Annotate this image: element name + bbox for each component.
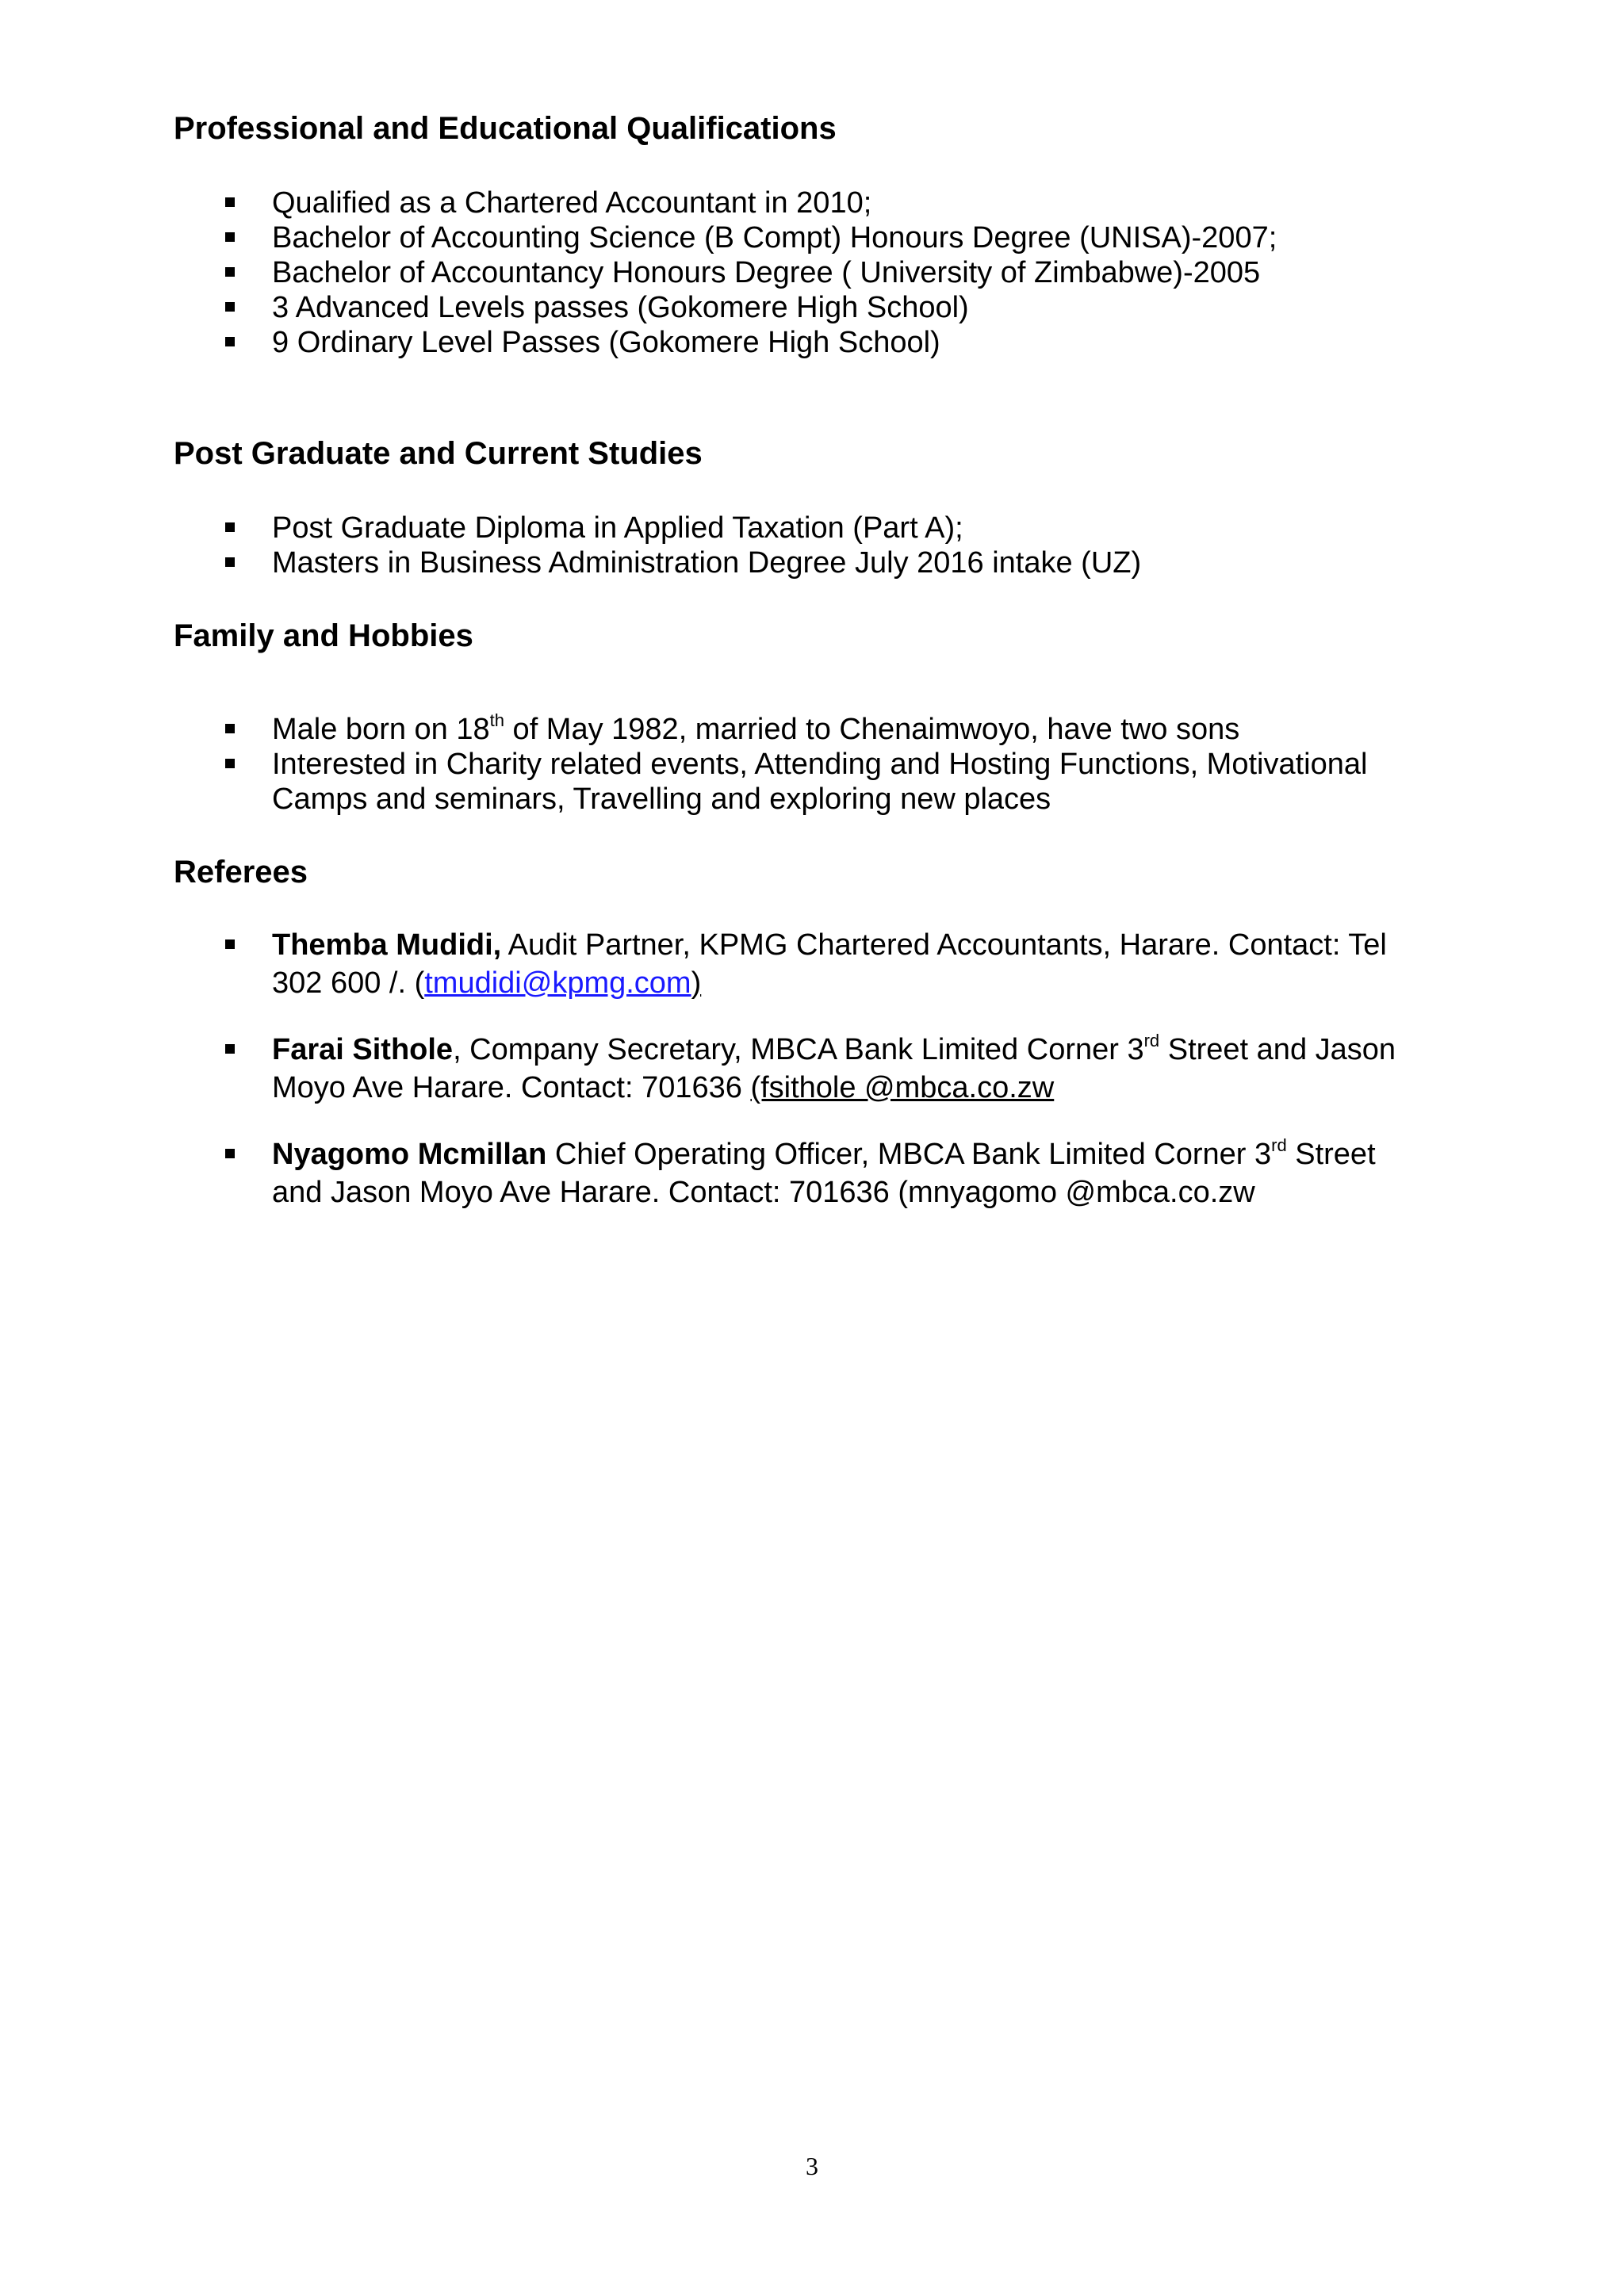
list-item: Qualified as a Chartered Accountant in 2010; — [0, 186, 1277, 220]
referee-3 — [0, 1135, 1376, 1211]
list-item: Nyagomo Mcmillan Chief Operating Officer, MBCA Bank Limited Corner 3rd Street and Jason Moyo Ave Harare. Contact: 701636 (mnyagomo @mbca.co.zw — [0, 1135, 1376, 1211]
bullet-icon — [225, 1149, 235, 1158]
referee-2 — [0, 1031, 1396, 1107]
bullet-icon — [225, 557, 235, 567]
referee-name: Nyagomo Mcmillan — [272, 1138, 547, 1171]
list-item: Masters in Business Administration Degree July 2016 intake (UZ) — [0, 545, 1141, 580]
referee-1 — [0, 926, 1387, 1002]
bullet-icon — [225, 759, 235, 768]
family-heading: Family and Hobbies — [174, 618, 473, 653]
referee-name: Farai Sithole — [272, 1033, 454, 1066]
bullet-icon — [225, 724, 235, 733]
referees-heading: Referees — [174, 855, 308, 890]
list-item: Farai Sithole, Company Secretary, MBCA Bank Limited Corner 3rd Street and Jason Moyo Ave Harare. Contact: 701636 (fsithole @mbca.co.zw — [0, 1031, 1396, 1107]
list-item: Male born on 18th of May 1982, married to Chenaimwoyo, have two sons — [0, 712, 1367, 747]
bullet-icon — [225, 267, 235, 277]
referee-name: Themba Mudidi, — [272, 928, 502, 962]
bullet-icon — [225, 939, 235, 949]
bullet-icon — [225, 522, 235, 532]
bullet-icon — [225, 1044, 235, 1054]
bullet-icon — [225, 302, 235, 312]
email-link[interactable]: tmudidi@kpmg.com — [424, 966, 691, 1000]
bullet-icon — [225, 337, 235, 346]
list-item: 9 Ordinary Level Passes (Gokomere High School) — [0, 325, 1277, 360]
family-list — [0, 712, 1367, 817]
list-item: Bachelor of Accountancy Honours Degree ( University of Zimbabwe)-2005 — [0, 255, 1277, 290]
bullet-icon — [225, 232, 235, 242]
studies-heading: Post Graduate and Current Studies — [174, 436, 703, 471]
list-item: 3 Advanced Levels passes (Gokomere High School) — [0, 290, 1277, 325]
list-item: Themba Mudidi, Audit Partner, KPMG Chartered Accountants, Harare. Contact: Tel 302 600 /. (tmudidi@kpmg.com) — [0, 926, 1387, 1002]
page-number: 3 — [806, 2152, 818, 2180]
qualifications-heading: Professional and Educational Qualifications — [174, 111, 837, 146]
email-text[interactable]: (fsithole @mbca.co.zw — [750, 1071, 1055, 1104]
list-item: Interested in Charity related events, Attending and Hosting Functions, Motivational Camps and seminars, Travelling and exploring new places — [0, 747, 1367, 817]
qualifications-list — [0, 186, 1277, 360]
list-item: Post Graduate Diploma in Applied Taxation (Part A); — [0, 511, 1141, 545]
list-item: Bachelor of Accounting Science (B Compt) Honours Degree (UNISA)-2007; — [0, 220, 1277, 255]
bullet-icon — [225, 197, 235, 207]
studies-list — [0, 511, 1141, 580]
